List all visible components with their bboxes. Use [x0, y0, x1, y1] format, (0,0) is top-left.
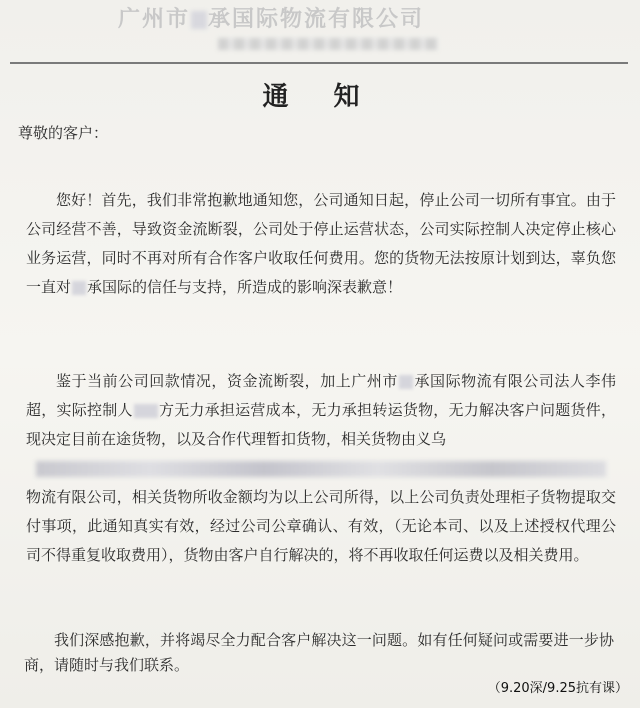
watermark-tag: （9.20深/9.25抗有课）: [487, 681, 628, 696]
redacted-subheading: [218, 38, 438, 50]
document-title: 通 知: [262, 82, 378, 112]
redacted-block: [191, 11, 207, 29]
paragraph-1: [26, 186, 616, 302]
company-letterhead: [118, 2, 538, 33]
redacted-line: [36, 461, 606, 477]
paragraph-2: [26, 367, 616, 570]
paragraph-2-text-b: 承国际物流有限公司法人李伟超，实际控制人: [26, 372, 616, 419]
paragraph-2-text-a: 鉴于当前公司回款情况，资金流断裂，加上广州市: [56, 372, 398, 390]
letterhead-part2: 承国际物流有限公司: [208, 7, 425, 32]
redacted-block: [134, 404, 158, 418]
redacted-block: [399, 375, 413, 389]
paragraph-1-text: 您好！首先，我们非常抱歉地通知您，公司通知日起，停止公司一切所有事宜。由于公司经营不善，导致资金流断裂，公司处于停止运营状态，公司实际控制人决定停止核心业务运营，同时不再对所有合作客户收取任何费用。您的货物无法按原计划到达，辜负您一直对: [26, 191, 616, 296]
paragraph-2-text-d: 物流有限公司，相关货物所收金额均为以上公司所得，以上公司负责处理柜子货物提取交付事项，此通知真实有效，经过公司公章确认、有效，（无论本司、以及上述授权代理公司不得重复收取费用），货物由客户自行解决的，将不再收取任何运费以及相关费用。: [26, 488, 616, 564]
redacted-block: [72, 281, 86, 295]
paragraph-3: 我们深感抱歉，并将竭尽全力配合客户解决这一问题。如有任何疑问或需要进一步协商，请随时与我们联系。: [24, 631, 614, 674]
salutation: 尊敬的客户：: [18, 124, 109, 142]
header-divider: [10, 62, 628, 64]
paragraph-1-text-b: 承国际的信任与支持，所造成的影响深表歉意！: [87, 278, 403, 296]
letterhead-part1: 广州市: [118, 7, 191, 32]
paragraph-2-text-c: 方无力承担运营成本，无力承担转运货物，无力解决客户问题货件，现决定目前在途货物，以及合作代理暂扣货物，相关货物由义乌: [26, 401, 616, 448]
